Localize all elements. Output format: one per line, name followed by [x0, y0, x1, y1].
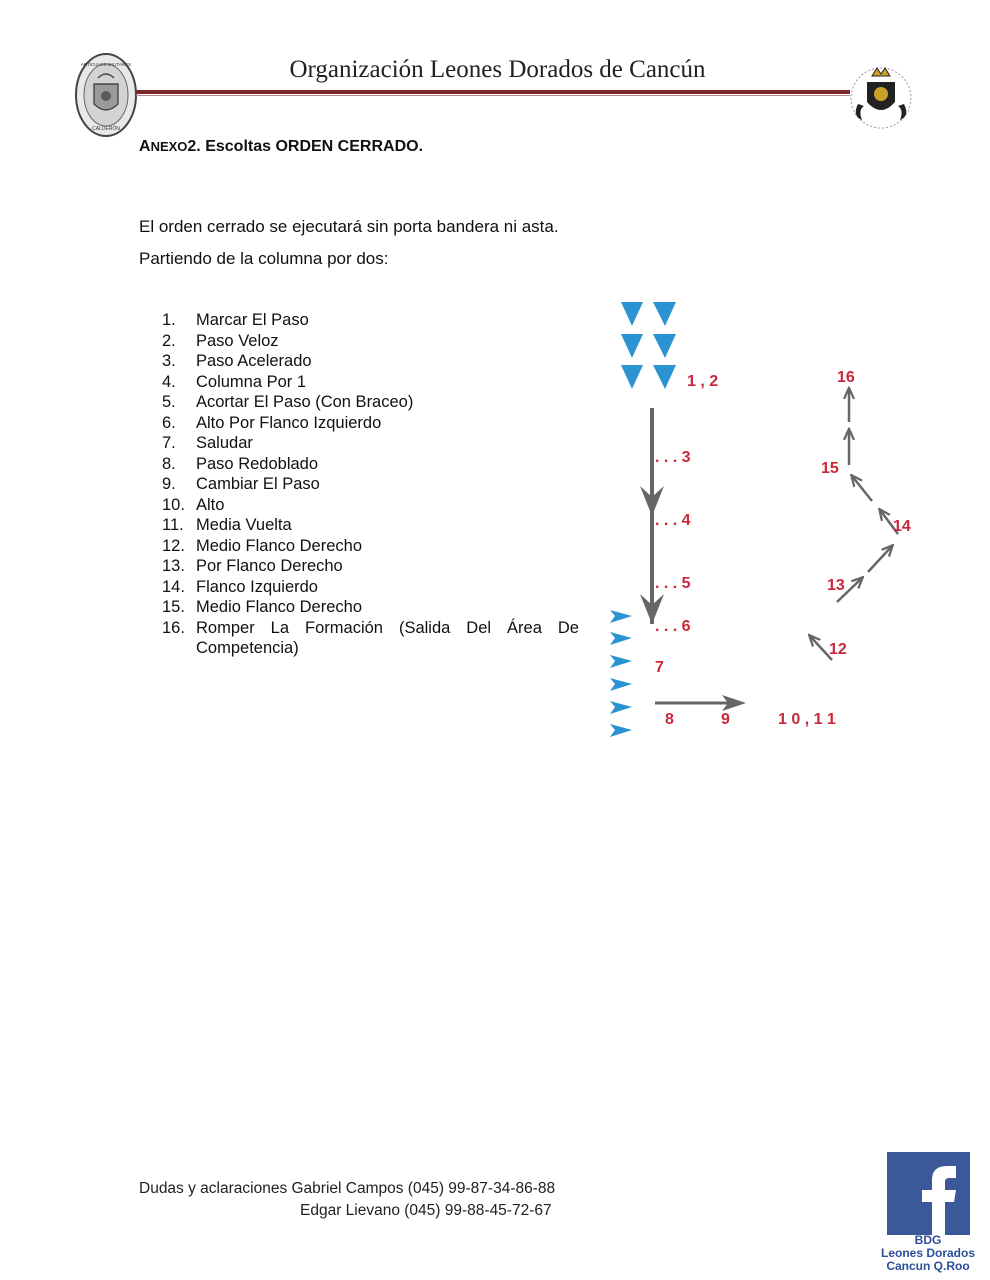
step-label-3: . . . 3: [655, 449, 691, 466]
contact-line-2: Edgar Lievano (045) 99-88-45-72-67: [300, 1202, 552, 1219]
marker-triangle: [653, 365, 676, 389]
facebook-caption: BDG Leones Dorados Cancun Q.Roo: [880, 1233, 976, 1273]
lion-crest-logo: [848, 56, 914, 138]
marker-triangle: [653, 302, 676, 326]
turn-arrow: [868, 546, 892, 572]
marker-triangle: [610, 632, 632, 645]
list-item: 12. Medio Flanco Derecho: [162, 536, 362, 555]
step-label-1-2: 1 , 2: [687, 373, 719, 390]
step-label-12: 12: [829, 641, 847, 658]
contact-line-1: Dudas y aclaraciones Gabriel Campos (045) 99-87-34-86-88: [139, 1180, 556, 1197]
list-item: 4. Columna Por 1: [162, 372, 307, 391]
list-item: 9. Cambiar El Paso: [162, 475, 320, 493]
step-label-9: 9: [721, 711, 730, 728]
list-item: 15. Medio Flanco Derecho: [162, 598, 362, 616]
list-item: 2. Paso Veloz: [162, 331, 279, 350]
step-label-13: 13: [827, 577, 845, 594]
marker-triangle: [621, 365, 643, 389]
header-divider: [136, 90, 850, 94]
step-label-5: . . . 5: [655, 575, 691, 592]
svg-text:ARTÍCULOS MILITARES: ARTÍCULOS MILITARES: [80, 62, 132, 67]
svg-text:CALDERÓN: CALDERÓN: [92, 126, 120, 132]
marker-triangle: [610, 655, 632, 668]
list-item: 6. Alto Por Flanco Izquierdo: [162, 413, 382, 432]
page-title: Organización Leones Dorados de Cancún: [289, 56, 706, 83]
list-item: 14. Flanco Izquierdo: [162, 577, 318, 596]
list-item: 11. Media Vuelta: [162, 516, 292, 534]
marker-triangle: [621, 334, 643, 358]
list-item: 13. Por Flanco Derecho: [162, 557, 343, 575]
step-label-16: 16: [837, 369, 855, 386]
step-label-8: 8: [665, 711, 674, 728]
step-label-10-11: 1 0 , 1 1: [778, 711, 836, 728]
intro-text: El orden cerrado se ejecutará sin porta bandera ni asta.: [139, 217, 559, 236]
list-item: 16. Romper La Formación (Salida Del Área De: [162, 618, 579, 637]
marker-triangle: [653, 334, 676, 358]
header-divider-thin: [136, 95, 850, 96]
annex-title: ANEXO2. Escoltas ORDEN CERRADO.: [139, 138, 424, 155]
marker-triangle: [610, 610, 632, 623]
list-item: 8. Paso Redoblado: [162, 454, 319, 473]
marker-triangle: [610, 701, 632, 714]
marker-triangle: [610, 724, 632, 737]
formation-diagram: [600, 290, 930, 755]
step-label-7: 7: [655, 659, 664, 676]
intro-subtext: Partiendo de la columna por dos:: [139, 249, 389, 268]
steps-list: [162, 310, 579, 659]
step-label-4: . . . 4: [655, 512, 691, 529]
marker-triangle: [621, 302, 643, 326]
list-item: 10. Alto: [162, 495, 225, 514]
step-label-14: 14: [893, 518, 911, 535]
list-item: 1. Marcar El Paso: [162, 311, 309, 329]
list-item: 3. Paso Acelerado: [162, 352, 312, 370]
list-item: 7. Saludar: [162, 434, 253, 452]
turn-arrow: [852, 476, 872, 501]
list-item-continuation: Competencia): [196, 639, 299, 657]
facebook-icon[interactable]: [887, 1152, 970, 1235]
step-label-15: 15: [821, 460, 839, 477]
marker-triangle: [610, 678, 632, 691]
step-label-6: . . . 6: [655, 618, 691, 635]
list-item: 5. Acortar El Paso (Con Braceo): [162, 393, 414, 411]
